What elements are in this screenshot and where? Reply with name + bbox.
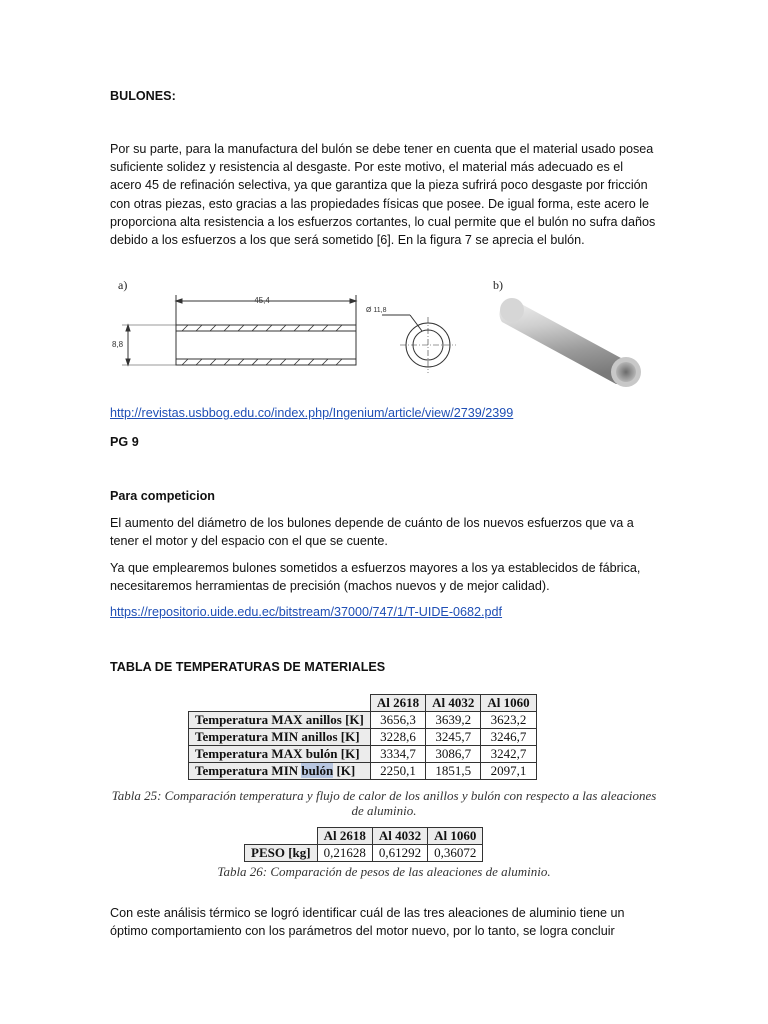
- cell: 0,61292: [372, 845, 427, 862]
- table-row: [245, 845, 483, 862]
- table-25-caption: Tabla 25: Comparación temperatura y flujo de calor de los anillos y bulón con respecto a las aleaciones de aluminio.: [111, 788, 657, 818]
- competicion-paragraph-2: Ya que emplearemos bulones sometidos a esfuerzos mayores a los ya establecidos de fábrica, necesitaremos herramientas de precisión (machos nuevos y de mejor calidad).: [110, 561, 641, 594]
- dimension-diameter: Ø 11,8: [366, 307, 387, 314]
- table-25: [188, 694, 537, 780]
- reference-link-2[interactable]: [110, 603, 658, 621]
- cell: 3242,7: [481, 746, 536, 763]
- table-corner: [189, 695, 371, 712]
- cell: 0,21628: [317, 845, 372, 862]
- tabla-heading: TABLA DE TEMPERATURAS DE MATERIALES: [110, 660, 386, 674]
- highlighted-text: bulón: [301, 763, 334, 778]
- dimension-height: 8,8: [112, 340, 124, 349]
- dimension-length: 45,4: [254, 296, 270, 305]
- row-label: Temperatura MIN anillos [K]: [189, 729, 371, 746]
- link-repositorio[interactable]: https://repositorio.uide.edu.ec/bitstream/37000/747/1/T-UIDE-0682.pdf: [110, 605, 503, 619]
- table-row: [189, 712, 537, 729]
- bulones-paragraph: Por su parte, para la manufactura del bulón se debe tener en cuenta que el material usado posea suficiente solidez y resistencia al desgaste. Por este motivo, el material más adecuado es el acero 45 de refinación selectiva, ya que garantiza que la pieza sufrirá poco desgaste por fricción con otras piezas, esto gracias a las propiedades físicas que posee. De igual forma, este acero le proporciona alta resistencia a los esfuerzos cortantes, lo cual permite que el bulón no sufra daños debido a los esfuerzos a los que será sometido [6]. En la figura 7 se aprecia el bulón.: [110, 142, 656, 248]
- competicion-paragraph-1: El aumento del diámetro de los bulones depende de cuánto de los nuevos esfuerzos que va a tener el motor y del espacio con el que se cuente.: [110, 516, 634, 549]
- table-26-caption: Tabla 26: Comparación de pesos de las aleaciones de aluminio.: [217, 864, 551, 879]
- row-label: Temperatura MAX bulón [K]: [189, 746, 371, 763]
- bulones-heading: BULONES:: [110, 89, 176, 103]
- col-header: Al 1060: [481, 695, 536, 712]
- table-row: [189, 763, 537, 780]
- row-label-pre: Temperatura MIN: [195, 763, 302, 778]
- col-header: Al 2618: [317, 828, 372, 845]
- table-header-row: [189, 695, 537, 712]
- col-header: Al 2618: [370, 695, 425, 712]
- figure-label-a: a): [118, 278, 128, 292]
- col-header: Al 4032: [426, 695, 481, 712]
- table-row: [189, 729, 537, 746]
- cell: 3639,2: [426, 712, 481, 729]
- table-header-row: [245, 828, 483, 845]
- cell: 3623,2: [481, 712, 536, 729]
- cell: 3334,7: [370, 746, 425, 763]
- row-label: PESO [kg]: [245, 845, 318, 862]
- cell: 3228,6: [370, 729, 425, 746]
- cell: 3656,3: [370, 712, 425, 729]
- cell: 3086,7: [426, 746, 481, 763]
- reference-link-1[interactable]: [110, 404, 658, 422]
- table-corner: [245, 828, 318, 845]
- conclusion-paragraph: Con este análisis térmico se logró identificar cuál de las tres aleaciones de aluminio tiene un óptimo comportamiento con los parámetros del motor nuevo, por lo tanto, se logra concluir: [110, 906, 625, 939]
- row-label: [189, 763, 371, 780]
- page-reference: PG 9: [110, 435, 139, 449]
- link-revistas[interactable]: http://revistas.usbbog.edu.co/index.php/Ingenium/article/view/2739/2399: [110, 406, 514, 420]
- competicion-heading: Para competicion: [110, 489, 215, 503]
- cell: 3245,7: [426, 729, 481, 746]
- table-26: [244, 827, 483, 862]
- cell: 3246,7: [481, 729, 536, 746]
- table-row: [189, 746, 537, 763]
- col-header: Al 4032: [372, 828, 427, 845]
- col-header: Al 1060: [428, 828, 483, 845]
- row-label-post: [K]: [333, 763, 356, 778]
- cell: 2097,1: [481, 763, 536, 780]
- bulon-3d-render: [492, 282, 662, 392]
- row-label: Temperatura MAX anillos [K]: [189, 712, 371, 729]
- figure-label-b: b): [493, 278, 503, 292]
- cell: 2250,1: [370, 763, 425, 780]
- cell: 1851,5: [426, 763, 481, 780]
- cell: 0,36072: [428, 845, 483, 862]
